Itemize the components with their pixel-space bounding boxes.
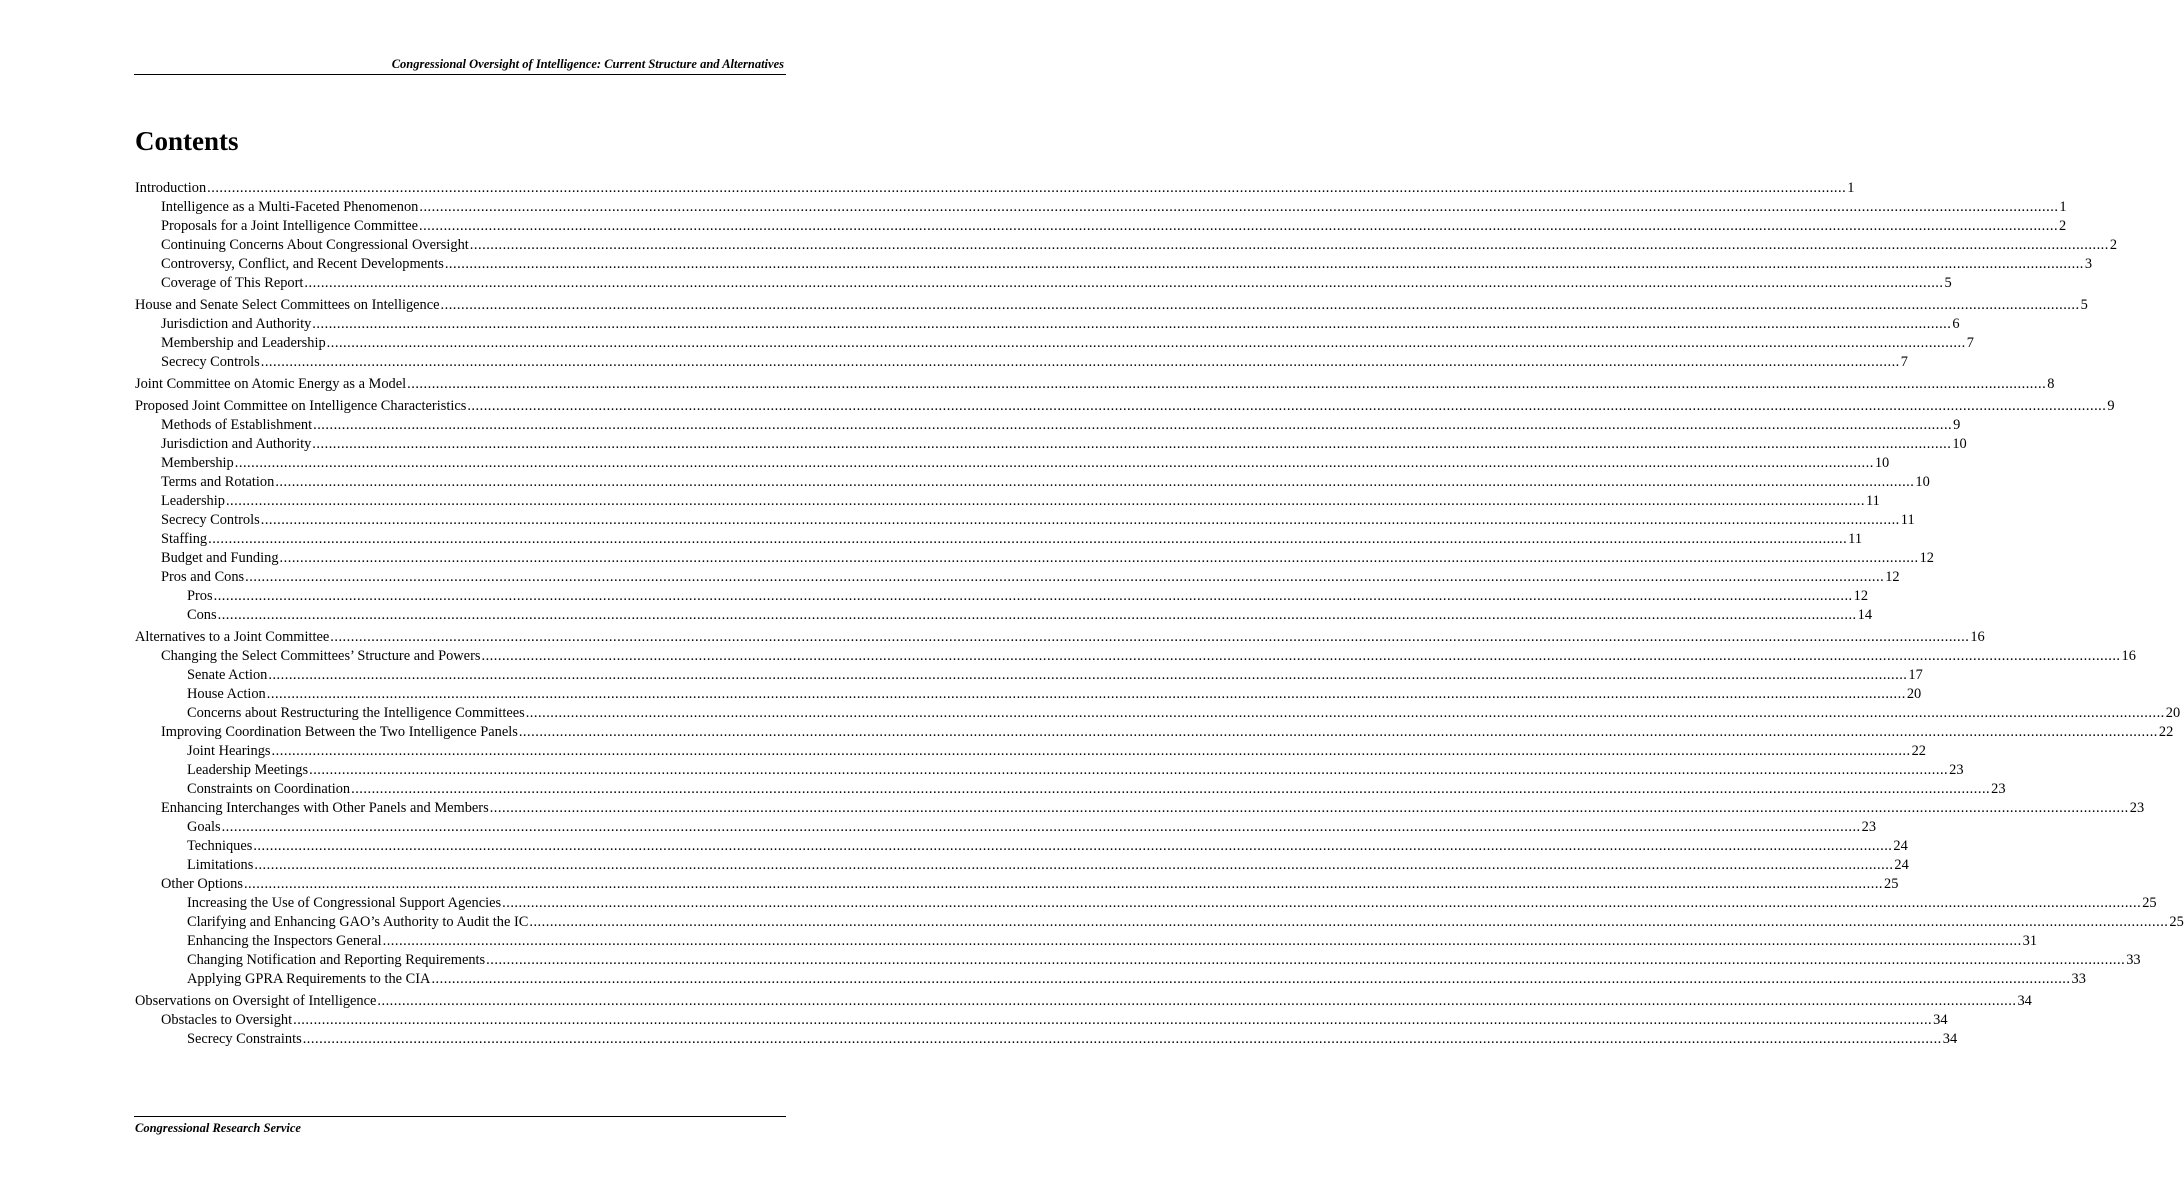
toc-entry-page: 25 xyxy=(2142,895,2157,911)
toc-entry[interactable] xyxy=(135,818,1877,837)
page-title: Contents xyxy=(135,126,239,156)
dot-leader: ................................................................................................................................................................................................................................................................................................................................................................................................................ xyxy=(243,876,1884,892)
dot-leader: ................................................................................................................................................................................................................................................................................................................................................................................................................ xyxy=(418,218,2059,234)
toc-entry[interactable] xyxy=(135,473,1930,492)
toc-entry[interactable] xyxy=(135,492,1880,511)
dot-leader: ................................................................................................................................................................................................................................................................................................................................................................................................................ xyxy=(313,417,1953,433)
toc-entry-page: 9 xyxy=(2107,398,2115,414)
toc-entry-page: 20 xyxy=(1906,686,1922,702)
toc-entry-page: 8 xyxy=(2047,376,2055,392)
toc-entry[interactable] xyxy=(135,375,2055,394)
toc-entry-page: 1 xyxy=(1847,180,1855,196)
dot-leader: ................................................................................................................................................................................................................................................................................................................................................................................................................ xyxy=(254,857,1894,873)
toc-entry-title: Methods of Establishment xyxy=(161,417,313,433)
toc-entry-title: Goals xyxy=(187,819,221,835)
dot-leader: ................................................................................................................................................................................................................................................................................................................................................................................................................ xyxy=(304,275,1944,291)
toc-entry-page: 11 xyxy=(1848,531,1863,547)
toc-entry[interactable] xyxy=(135,1011,1948,1030)
toc-entry-title: Clarifying and Enhancing GAO’s Authority to Audit the IC xyxy=(187,914,529,930)
toc-entry[interactable] xyxy=(135,255,2093,274)
toc-entry[interactable] xyxy=(135,606,1873,625)
toc-entry[interactable] xyxy=(135,951,2141,970)
header-rule xyxy=(134,74,786,75)
dot-leader: ................................................................................................................................................................................................................................................................................................................................................................................................................ xyxy=(271,743,1911,759)
toc-entry-page: 31 xyxy=(2022,933,2038,949)
dot-leader: ................................................................................................................................................................................................................................................................................................................................................................................................................ xyxy=(407,376,2047,392)
toc-entry-page: 9 xyxy=(1953,417,1961,433)
toc-entry-page: 16 xyxy=(2121,648,2136,664)
toc-entry-page: 34 xyxy=(1933,1012,1948,1028)
toc-entry-title: Cons xyxy=(187,607,217,623)
dot-leader: ................................................................................................................................................................................................................................................................................................................................................................................................................ xyxy=(481,648,2121,664)
toc-entry-page: 22 xyxy=(1911,743,1926,759)
toc-entry-title: House Action xyxy=(187,686,266,702)
dot-leader: ................................................................................................................................................................................................................................................................................................................................................................................................................ xyxy=(469,237,2109,253)
dot-leader: ................................................................................................................................................................................................................................................................................................................................................................................................................ xyxy=(502,895,2142,911)
toc-entry-page: 2 xyxy=(2059,218,2067,234)
toc-entry-title: Applying GPRA Requirements to the CIA xyxy=(187,971,431,987)
dot-leader: ................................................................................................................................................................................................................................................................................................................................................................................................................ xyxy=(518,724,2158,740)
toc-entry-page: 23 xyxy=(2129,800,2145,816)
toc-entry-title: Secrecy Controls xyxy=(161,354,260,370)
footer-rule xyxy=(134,1116,786,1117)
toc-entry[interactable] xyxy=(135,666,1923,685)
toc-entry-title: Changing Notification and Reporting Requirements xyxy=(187,952,486,968)
toc-entry-page: 24 xyxy=(1894,857,1909,873)
dot-leader: ................................................................................................................................................................................................................................................................................................................................................................................................................ xyxy=(309,762,1949,778)
dot-leader: ................................................................................................................................................................................................................................................................................................................................................................................................................ xyxy=(266,686,1906,702)
toc-entry-title: Enhancing the Inspectors General xyxy=(187,933,382,949)
toc-entry-page: 12 xyxy=(1919,550,1934,566)
dot-leader: ................................................................................................................................................................................................................................................................................................................................................................................................................ xyxy=(245,569,1885,585)
running-footer: Congressional Research Service xyxy=(135,1121,301,1135)
toc-entry-title: Joint Hearings xyxy=(187,743,271,759)
toc-entry-page: 17 xyxy=(1908,667,1923,683)
dot-leader: ................................................................................................................................................................................................................................................................................................................................................................................................................ xyxy=(234,455,1874,471)
toc-entry-title: Constraints on Coordination xyxy=(187,781,351,797)
toc-entry-page: 1 xyxy=(2059,199,2067,215)
toc-entry[interactable] xyxy=(135,932,2038,951)
toc-entry-title: Staffing xyxy=(161,531,208,547)
dot-leader: ................................................................................................................................................................................................................................................................................................................................................................................................................ xyxy=(431,971,2071,987)
toc-entry-page: 25 xyxy=(1884,876,1899,892)
toc-entry-page: 25 xyxy=(2169,914,2184,930)
dot-leader: ................................................................................................................................................................................................................................................................................................................................................................................................................ xyxy=(302,1031,1942,1047)
table-of-contents xyxy=(135,176,2184,1049)
toc-entry-title: Pros xyxy=(187,588,213,604)
dot-leader: ................................................................................................................................................................................................................................................................................................................................................................................................................ xyxy=(260,354,1900,370)
dot-leader: ................................................................................................................................................................................................................................................................................................................................................................................................................ xyxy=(351,781,1991,797)
toc-entry[interactable] xyxy=(135,296,2088,315)
toc-entry-title: House and Senate Select Committees on Intelligence xyxy=(135,297,440,313)
toc-entry-page: 33 xyxy=(2071,971,2086,987)
toc-entry-title: Jurisdiction and Authority xyxy=(161,316,312,332)
toc-entry-page: 33 xyxy=(2126,952,2141,968)
toc-entry[interactable] xyxy=(135,970,2086,989)
toc-entry-page: 7 xyxy=(1900,354,1908,370)
toc-entry-page: 11 xyxy=(1900,512,1915,528)
dot-leader: ................................................................................................................................................................................................................................................................................................................................................................................................................ xyxy=(225,493,1865,509)
toc-entry-title: Observations on Oversight of Intelligence xyxy=(135,993,377,1009)
toc-entry[interactable] xyxy=(135,198,2067,217)
toc-entry-page: 34 xyxy=(1942,1031,1958,1047)
toc-entry[interactable] xyxy=(135,397,2115,416)
toc-entry-title: Enhancing Interchanges with Other Panels and Members xyxy=(161,800,489,816)
toc-entry-title: Membership and Leadership xyxy=(161,335,326,351)
toc-entry[interactable] xyxy=(135,628,1985,647)
toc-entry[interactable] xyxy=(135,1030,1958,1049)
toc-entry-title: Limitations xyxy=(187,857,254,873)
toc-entry[interactable] xyxy=(135,179,1855,198)
toc-entry-page: 11 xyxy=(1866,493,1880,509)
dot-leader: ................................................................................................................................................................................................................................................................................................................................................................................................................ xyxy=(486,952,2126,968)
dot-leader: ................................................................................................................................................................................................................................................................................................................................................................................................................ xyxy=(260,512,1900,528)
toc-entry-page: 23 xyxy=(1991,781,2006,797)
toc-entry-title: Techniques xyxy=(187,838,253,854)
toc-entry-page: 5 xyxy=(1944,275,1952,291)
dot-leader: ................................................................................................................................................................................................................................................................................................................................................................................................................ xyxy=(529,914,2169,930)
dot-leader: ................................................................................................................................................................................................................................................................................................................................................................................................................ xyxy=(208,531,1848,547)
toc-entry-title: Obstacles to Oversight xyxy=(161,1012,293,1028)
toc-entry[interactable] xyxy=(135,704,2181,723)
toc-entry-title: Joint Committee on Atomic Energy as a Model xyxy=(135,376,407,392)
toc-entry[interactable] xyxy=(135,799,2145,818)
toc-entry[interactable] xyxy=(135,913,2184,932)
toc-entry[interactable] xyxy=(135,274,1952,293)
dot-leader: ................................................................................................................................................................................................................................................................................................................................................................................................................ xyxy=(207,180,1847,196)
toc-entry-title: Leadership Meetings xyxy=(187,762,309,778)
toc-entry-title: Terms and Rotation xyxy=(161,474,275,490)
toc-entry[interactable] xyxy=(135,742,1926,761)
toc-entry[interactable] xyxy=(135,549,1934,568)
toc-entry[interactable] xyxy=(135,568,1900,587)
toc-entry-title: Changing the Select Committees’ Structure and Powers xyxy=(161,648,481,664)
toc-entry[interactable] xyxy=(135,435,1967,454)
toc-entry[interactable] xyxy=(135,761,1964,780)
toc-entry[interactable] xyxy=(135,723,2174,742)
dot-leader: ................................................................................................................................................................................................................................................................................................................................................................................................................ xyxy=(377,993,2017,1009)
toc-entry[interactable] xyxy=(135,334,1974,353)
dot-leader: ................................................................................................................................................................................................................................................................................................................................................................................................................ xyxy=(444,256,2084,272)
toc-entry-title: Introduction xyxy=(135,180,207,196)
dot-leader: ................................................................................................................................................................................................................................................................................................................................................................................................................ xyxy=(221,819,1861,835)
toc-entry[interactable] xyxy=(135,685,1922,704)
toc-entry-title: Increasing the Use of Congressional Support Agencies xyxy=(187,895,502,911)
toc-entry-page: 12 xyxy=(1853,588,1869,604)
toc-entry[interactable] xyxy=(135,587,1869,606)
dot-leader: ................................................................................................................................................................................................................................................................................................................................................................................................................ xyxy=(489,800,2129,816)
toc-entry-title: Intelligence as a Multi-Faceted Phenomenon xyxy=(161,199,419,215)
toc-entry[interactable] xyxy=(135,511,1915,530)
toc-entry-title: Controversy, Conflict, and Recent Developments xyxy=(161,256,444,272)
toc-entry[interactable] xyxy=(135,530,1863,549)
toc-entry-title: Proposals for a Joint Intelligence Committee xyxy=(161,218,418,234)
toc-entry-page: 24 xyxy=(1893,838,1908,854)
toc-entry[interactable] xyxy=(135,353,1908,372)
toc-entry[interactable] xyxy=(135,416,1961,435)
toc-entry-title: Leadership xyxy=(161,493,225,509)
toc-entry-page: 12 xyxy=(1885,569,1900,585)
dot-leader: ................................................................................................................................................................................................................................................................................................................................................................................................................ xyxy=(330,629,1970,645)
dot-leader: ................................................................................................................................................................................................................................................................................................................................................................................................................ xyxy=(293,1012,1933,1028)
toc-entry[interactable] xyxy=(135,894,2157,913)
toc-entry[interactable] xyxy=(135,315,1960,334)
dot-leader: ................................................................................................................................................................................................................................................................................................................................................................................................................ xyxy=(419,199,2059,215)
toc-entry-page: 10 xyxy=(1952,436,1967,452)
toc-entry[interactable] xyxy=(135,992,2032,1011)
toc-entry-title: Pros and Cons xyxy=(161,569,245,585)
toc-entry[interactable] xyxy=(135,856,1909,875)
toc-entry-title: Coverage of This Report xyxy=(161,275,304,291)
toc-entry-page: 22 xyxy=(2158,724,2174,740)
toc-entry-title: Membership xyxy=(161,455,234,471)
toc-entry[interactable] xyxy=(135,647,2136,666)
toc-entry-title: Budget and Funding xyxy=(161,550,279,566)
toc-entry-title: Senate Action xyxy=(187,667,268,683)
toc-entry-title: Other Options xyxy=(161,876,243,892)
dot-leader: ................................................................................................................................................................................................................................................................................................................................................................................................................ xyxy=(440,297,2080,313)
toc-entry-page: 5 xyxy=(2080,297,2088,313)
toc-entry[interactable] xyxy=(135,837,1908,856)
dot-leader: ................................................................................................................................................................................................................................................................................................................................................................................................................ xyxy=(382,933,2022,949)
toc-entry-page: 20 xyxy=(2165,705,2181,721)
dot-leader: ................................................................................................................................................................................................................................................................................................................................................................................................................ xyxy=(275,474,1915,490)
running-header: Congressional Oversight of Intelligence: Current Structure and Alternatives xyxy=(391,57,784,71)
dot-leader: ................................................................................................................................................................................................................................................................................................................................................................................................................ xyxy=(312,316,1952,332)
toc-entry-title: Alternatives to a Joint Committee xyxy=(135,629,330,645)
toc-entry-page: 14 xyxy=(1857,607,1873,623)
dot-leader: ................................................................................................................................................................................................................................................................................................................................................................................................................ xyxy=(213,588,1853,604)
toc-entry-page: 34 xyxy=(2017,993,2032,1009)
toc-entry-page: 23 xyxy=(1861,819,1877,835)
toc-entry[interactable] xyxy=(135,236,2118,255)
toc-entry-title: Jurisdiction and Authority xyxy=(161,436,312,452)
dot-leader: ................................................................................................................................................................................................................................................................................................................................................................................................................ xyxy=(268,667,1908,683)
toc-entry-page: 3 xyxy=(2084,256,2093,272)
dot-leader: ................................................................................................................................................................................................................................................................................................................................................................................................................ xyxy=(326,335,1966,351)
toc-entry-page: 23 xyxy=(1949,762,1964,778)
toc-entry-page: 7 xyxy=(1966,335,1974,351)
dot-leader: ................................................................................................................................................................................................................................................................................................................................................................................................................ xyxy=(525,705,2165,721)
toc-entry-title: Secrecy Constraints xyxy=(187,1031,302,1047)
dot-leader: ................................................................................................................................................................................................................................................................................................................................................................................................................ xyxy=(279,550,1919,566)
toc-entry-page: 10 xyxy=(1915,474,1930,490)
toc-entry[interactable] xyxy=(135,875,1899,894)
toc-entry-page: 2 xyxy=(2109,237,2118,253)
toc-entry-title: Concerns about Restructuring the Intelligence Committees xyxy=(187,705,525,721)
toc-entry[interactable] xyxy=(135,454,1890,473)
dot-leader: ................................................................................................................................................................................................................................................................................................................................................................................................................ xyxy=(467,398,2107,414)
toc-entry-title: Continuing Concerns About Congressional Oversight xyxy=(161,237,469,253)
toc-entry-title: Proposed Joint Committee on Intelligence Characteristics xyxy=(135,398,467,414)
toc-entry-page: 6 xyxy=(1952,316,1960,332)
dot-leader: ................................................................................................................................................................................................................................................................................................................................................................................................................ xyxy=(253,838,1893,854)
toc-entry-title: Improving Coordination Between the Two Intelligence Panels xyxy=(161,724,518,740)
toc-entry[interactable] xyxy=(135,780,2006,799)
toc-entry-page: 16 xyxy=(1970,629,1985,645)
dot-leader: ................................................................................................................................................................................................................................................................................................................................................................................................................ xyxy=(312,436,1952,452)
toc-entry-title: Secrecy Controls xyxy=(161,512,260,528)
dot-leader: ................................................................................................................................................................................................................................................................................................................................................................................................................ xyxy=(217,607,1857,623)
toc-entry-page: 10 xyxy=(1874,455,1890,471)
toc-entry[interactable] xyxy=(135,217,2067,236)
